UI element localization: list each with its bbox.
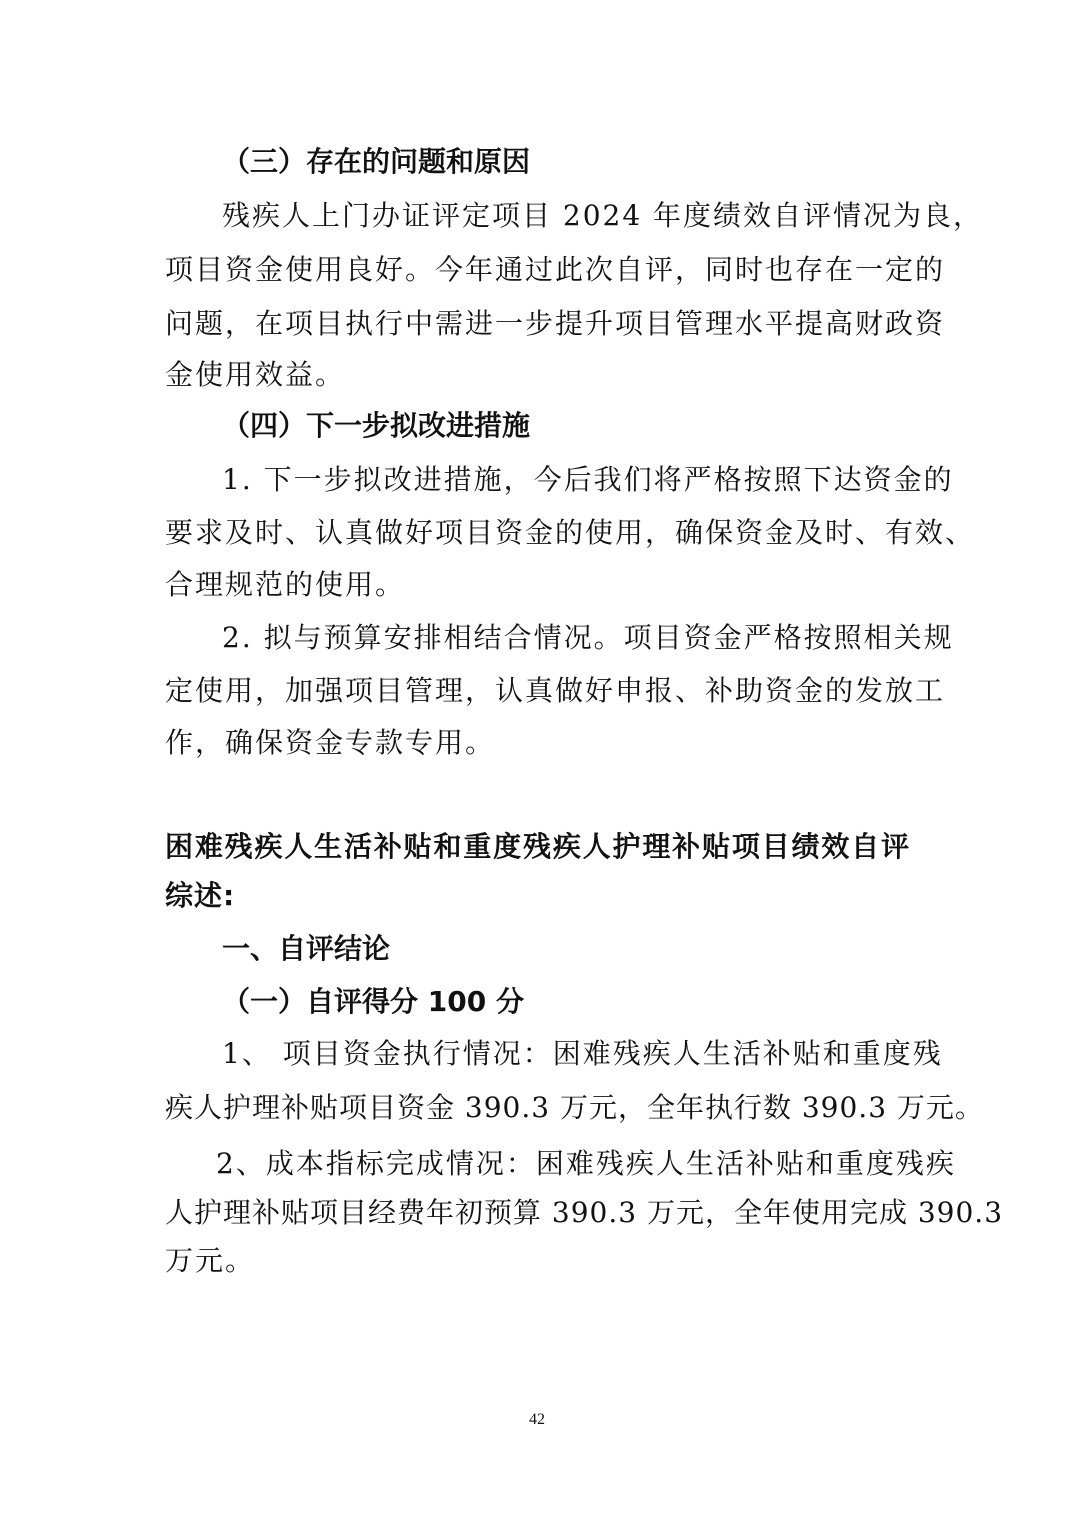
section-heading-improvements: （四）下一步拟改进措施 [222,409,531,442]
paragraph-line: 要求及时、认真做好项目资金的使用，确保资金及时、有效、 [165,516,976,549]
summary-title: 综述: [165,879,236,912]
paragraph-line: 作，确保资金专款专用。 [165,726,496,759]
paragraph-line: 2. 拟与预算安排相结合情况。项目资金严格按照相关规 [222,621,954,654]
paragraph-line: 1. 下一步拟改进措施，今后我们将严格按照下达资金的 [222,463,954,496]
paragraph-line: 万元。 [165,1244,256,1277]
paragraph-line: 1、 项目资金执行情况：困难残疾人生活补贴和重度残 [222,1037,943,1070]
paragraph-line: 定使用，加强项目管理，认真做好申报、补助资金的发放工 [165,674,946,707]
paragraph-line: 项目资金使用良好。今年通过此次自评，同时也存在一定的 [165,253,946,286]
paragraph-line: 2、成本指标完成情况：困难残疾人生活补贴和重度残疾 [216,1147,956,1180]
page-number: 42 [529,1411,545,1428]
paragraph-line: 残疾人上门办证评定项目 2024 年度绩效自评情况为良， [222,199,984,232]
paragraph-line: 人护理补贴项目经费年初预算 390.3 万元，全年使用完成 390.3 [165,1196,1004,1229]
section-heading-problems: （三）存在的问题和原因 [222,145,531,178]
paragraph-line: 问题，在项目执行中需进一步提升项目管理水平提高财政资 [165,307,946,340]
summary-title: 困难残疾人生活补贴和重度残疾人护理补贴项目绩效自评 [165,830,910,863]
conclusion-heading: 一、自评结论 [222,932,391,965]
score-heading: （一）自评得分 100 分 [222,985,524,1018]
paragraph-line: 金使用效益。 [165,358,346,391]
paragraph-line: 疾人护理补贴项目资金 390.3 万元，全年执行数 390.3 万元。 [165,1091,984,1124]
paragraph-line: 合理规范的使用。 [165,568,406,601]
